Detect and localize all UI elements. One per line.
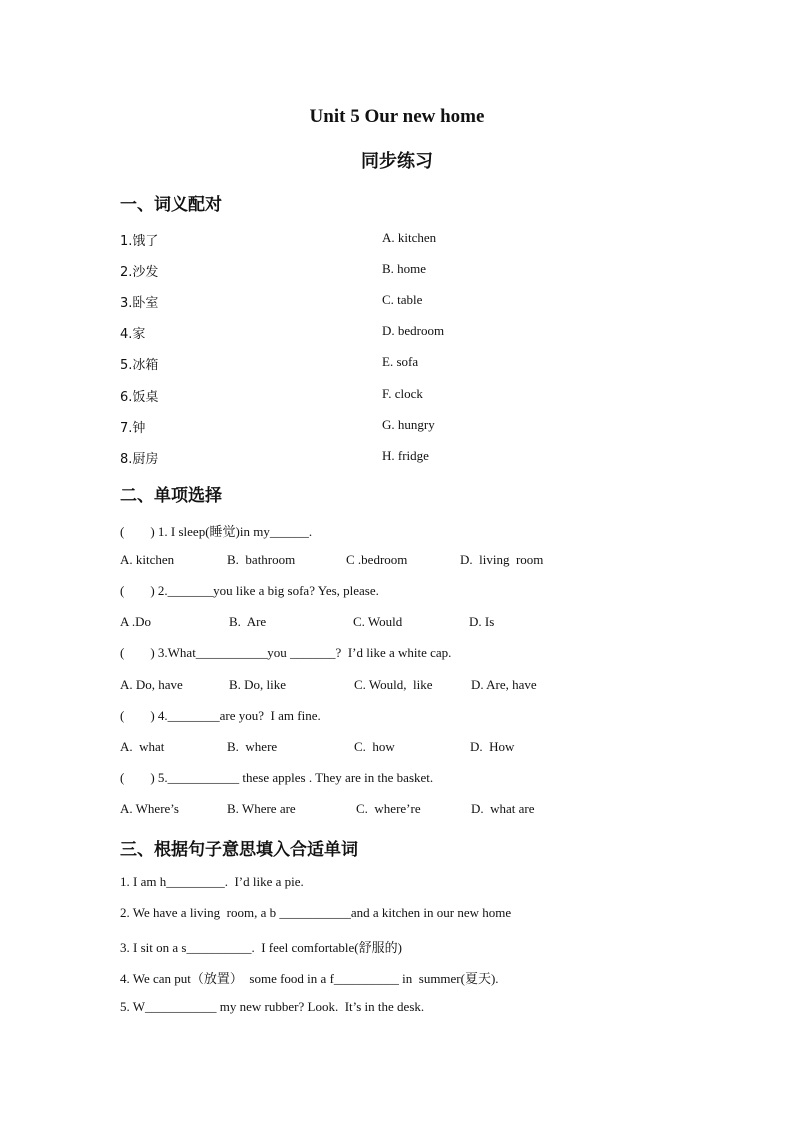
matching-right-item: H. fridge <box>382 448 429 463</box>
question-option: B. Are <box>229 614 267 629</box>
fill-in-item: 3. I sit on a s__________. I feel comfortable(舒服的) <box>120 940 402 955</box>
matching-left-item: 2.沙发 <box>120 265 159 280</box>
question-option: A. kitchen <box>120 552 175 567</box>
matching-left-item: 1.饿了 <box>120 234 159 249</box>
question-option: A. Do, have <box>120 677 183 692</box>
question-stem: ( ) 4.________are you? I am fine. <box>120 708 321 723</box>
matching-right-item: E. sofa <box>382 354 419 369</box>
question-option: B. Do, like <box>229 677 287 692</box>
matching-right-item: C. table <box>382 292 423 307</box>
page-subtitle: 同步练习 <box>361 151 433 172</box>
fill-in-item: 5. W___________ my new rubber? Look. It’s in the desk. <box>120 999 425 1014</box>
matching-left-item: 7.钟 <box>120 421 146 436</box>
matching-right-item: G. hungry <box>382 417 435 432</box>
fill-in-item: 4. We can put（放置） some food in a f__________ in summer(夏天). <box>120 971 499 986</box>
page-title: Unit 5 Our new home <box>309 106 485 127</box>
question-stem: ( ) 2._______you like a big sofa? Yes, please. <box>120 583 379 598</box>
matching-right-item: F. clock <box>382 386 423 401</box>
question-option: B. bathroom <box>227 552 296 567</box>
question-option: A. Where’s <box>120 801 179 816</box>
question-option: D. living room <box>460 552 544 567</box>
matching-left-item: 3.卧室 <box>120 296 159 311</box>
question-option: C. how <box>354 739 395 754</box>
question-option: C. where’re <box>356 801 421 816</box>
question-option: D. How <box>470 739 515 754</box>
fill-in-item: 1. I am h_________. I’d like a pie. <box>120 874 304 889</box>
matching-right-item: A. kitchen <box>382 230 437 245</box>
matching-left-item: 5.冰箱 <box>120 358 159 373</box>
question-stem: ( ) 5.___________ these apples . They are in the basket. <box>120 770 434 785</box>
matching-left-item: 6.饭桌 <box>120 390 159 405</box>
question-option: C .bedroom <box>346 552 408 567</box>
question-option: C. Would, like <box>354 677 433 692</box>
fill-in-item: 2. We have a living room, a b ___________and a kitchen in our new home <box>120 905 512 920</box>
question-stem: ( ) 1. I sleep(睡觉)in my______. <box>120 524 313 539</box>
question-option: A .Do <box>120 614 152 629</box>
matching-left-item: 4.家 <box>120 327 146 342</box>
section-heading-matching: 一、词义配对 <box>120 195 222 215</box>
question-option: D. Are, have <box>471 677 537 692</box>
matching-left-item: 8.厨房 <box>120 452 159 467</box>
question-stem: ( ) 3.What___________you _______? I’d like a white cap. <box>120 645 452 660</box>
section-heading-multiple-choice: 二、单项选择 <box>120 486 222 506</box>
question-option: D. Is <box>469 614 495 629</box>
question-option: C. Would <box>353 614 403 629</box>
question-option: D. what are <box>471 801 535 816</box>
matching-right-item: B. home <box>382 261 427 276</box>
section-heading-fill-in: 三、根据句子意思填入合适单词 <box>120 840 358 860</box>
question-option: B. Where are <box>227 801 296 816</box>
question-option: B. where <box>227 739 278 754</box>
question-option: A. what <box>120 739 165 754</box>
matching-right-item: D. bedroom <box>382 323 445 338</box>
